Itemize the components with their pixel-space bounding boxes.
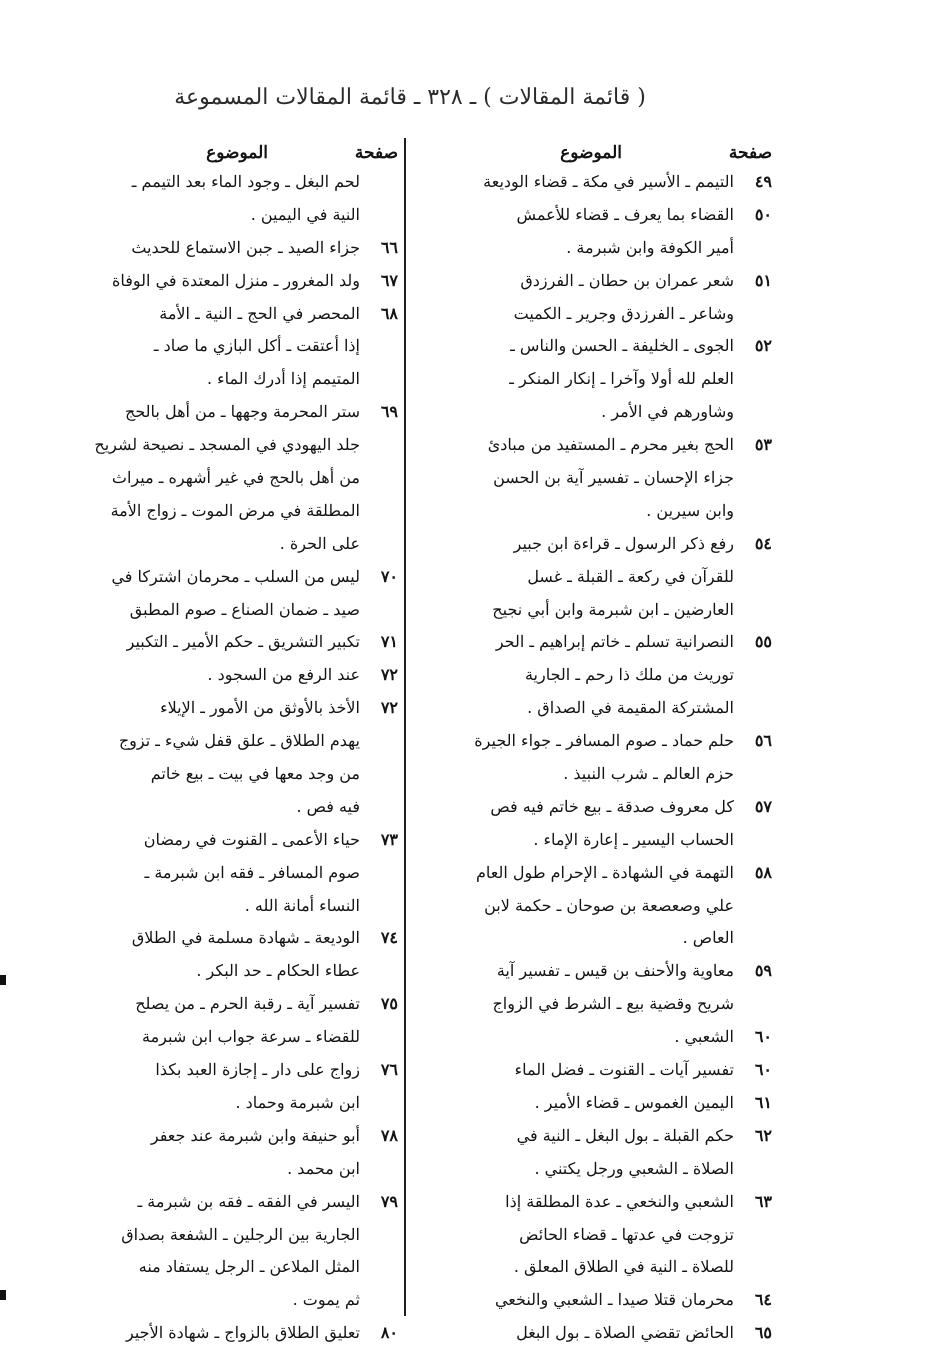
index-entry xyxy=(412,857,772,890)
running-header: ( قائمة المقالات ) ـ ٣٢٨ ـ قائمة المقالات المسموعة xyxy=(174,85,646,110)
index-entry xyxy=(412,1251,772,1284)
page-column-label: صفحة xyxy=(354,143,398,163)
entry-page-number: ٧٢ xyxy=(380,698,398,718)
entry-topic-text: المثل الملاعن ـ الرجل يستفاد منه xyxy=(138,1257,360,1277)
entry-page-number: ٥٤ xyxy=(754,533,772,553)
entry-topic-text: جزاء الصيد ـ جبن الاستماع للحديث xyxy=(131,237,360,257)
index-entry xyxy=(52,791,398,824)
entry-topic-text: المطلقة في مرض الموت ـ زواج الأمة xyxy=(110,500,360,520)
index-entry xyxy=(412,791,772,824)
index-entry xyxy=(412,758,772,791)
entry-topic-text: العلم لله أولا وآخرا ـ إنكار المنكر ـ xyxy=(509,369,734,389)
entry-topic-text: الشعبي والنخعي ـ عدة المطلقة إذا xyxy=(505,1191,734,1211)
index-entry xyxy=(412,528,772,561)
entry-page-number: ٦٠ xyxy=(754,1027,772,1047)
index-entry xyxy=(52,330,398,363)
index-entry xyxy=(412,988,772,1021)
index-entry xyxy=(412,1186,772,1219)
index-entry xyxy=(412,363,772,396)
entry-topic-text: عطاء الحكام ـ حد البكر . xyxy=(196,961,360,981)
entry-topic-text: الحائض تقضي الصلاة ـ بول البغل xyxy=(516,1323,734,1343)
entry-topic-text: تعليق الطلاق بالزواج ـ شهادة الأجير xyxy=(126,1323,360,1343)
index-entry xyxy=(52,462,398,495)
entry-topic-text: من أهل بالحج في غير أشهره ـ ميراث xyxy=(111,468,360,488)
right-column xyxy=(412,166,772,1343)
index-entry xyxy=(52,857,398,890)
index-entry xyxy=(52,626,398,659)
index-entry xyxy=(412,1120,772,1153)
entry-page-number: ٦٨ xyxy=(380,303,398,323)
entry-topic-text: أبو حنيفة وابن شبرمة عند جعفر xyxy=(150,1125,360,1145)
index-entry xyxy=(412,1021,772,1054)
index-entry xyxy=(52,1251,398,1284)
index-entry xyxy=(412,166,772,199)
entry-topic-text: للقضاء ـ سرعة جواب ابن شبرمة xyxy=(142,1027,360,1047)
entry-topic-text: رفع ذكر الرسول ـ قراءة ابن جبير xyxy=(513,533,734,553)
index-entry xyxy=(52,1120,398,1153)
index-entry xyxy=(52,265,398,298)
entry-topic-text: على الحرة . xyxy=(279,533,360,553)
index-entry xyxy=(52,758,398,791)
index-entry xyxy=(52,692,398,725)
entry-topic-text: المشتركة المقيمة في الصداق . xyxy=(527,698,734,718)
index-entry xyxy=(52,429,398,462)
entry-topic-text: تزوجت في عدتها ـ قضاء الحائض xyxy=(519,1224,734,1244)
entry-topic-text: اليمين الغموس ـ قضاء الأمير . xyxy=(534,1092,734,1112)
entry-page-number: ٥٦ xyxy=(754,731,772,751)
index-entry xyxy=(52,988,398,1021)
index-entry xyxy=(52,890,398,923)
index-entry xyxy=(52,363,398,396)
entry-topic-text: حكم القبلة ـ بول البغل ـ النية في xyxy=(516,1125,734,1145)
entry-topic-text: جلد اليهودي في المسجد ـ نصيحة لشريح xyxy=(94,435,360,455)
index-entry xyxy=(52,1087,398,1120)
entry-topic-text: العاص . xyxy=(682,928,734,948)
column-divider xyxy=(404,138,406,1316)
index-entry xyxy=(412,1087,772,1120)
entry-topic-text: الشعبي . xyxy=(674,1027,734,1047)
entry-topic-text: علي وصعصعة بن صوحان ـ حكمة لابن xyxy=(484,895,734,915)
index-entry xyxy=(412,890,772,923)
right-column-header xyxy=(412,140,772,166)
entry-topic-text: صوم المسافر ـ فقه ابن شبرمة ـ xyxy=(144,862,360,882)
entry-topic-text: حياء الأعمى ـ القنوت في رمضان xyxy=(143,829,360,849)
entry-topic-text: شريح وقضية بيع ـ الشرط في الزواج xyxy=(492,994,734,1014)
index-entry xyxy=(52,594,398,627)
index-entry xyxy=(412,1054,772,1087)
entry-page-number: ٥٢ xyxy=(754,336,772,356)
index-entry xyxy=(52,166,398,199)
entry-topic-text: القضاء بما يعرف ـ قضاء للأعمش xyxy=(516,204,734,224)
entry-page-number: ٧٩ xyxy=(380,1191,398,1211)
index-entry xyxy=(52,199,398,232)
entry-topic-text: التيمم ـ الأسير في مكة ـ قضاء الوديعة xyxy=(483,172,734,191)
entry-topic-text: حزم العالم ـ شرب النبيذ . xyxy=(563,764,734,784)
left-column xyxy=(52,166,398,1343)
index-entry xyxy=(52,528,398,561)
index-entry xyxy=(412,265,772,298)
index-entry xyxy=(412,1284,772,1317)
index-entry xyxy=(52,1219,398,1252)
entry-topic-text: يهدم الطلاق ـ علق قفل شيء ـ تزوج xyxy=(118,731,360,751)
entry-page-number: ٦٦ xyxy=(380,237,398,257)
index-entry xyxy=(52,396,398,429)
scan-edge-mark xyxy=(0,975,6,985)
entry-topic-text: فيه فص . xyxy=(296,796,360,816)
page-column-label: صفحة xyxy=(728,143,772,163)
index-entry xyxy=(52,298,398,331)
entry-topic-text: جزاء الإحسان ـ تفسير آية بن الحسن xyxy=(493,468,734,488)
entry-topic-text: وشاعر ـ الفرزدق وجرير ـ الكميت xyxy=(513,303,734,323)
entry-topic-text: عند الرفع من السجود . xyxy=(207,665,360,685)
entry-page-number: ٥١ xyxy=(754,270,772,290)
index-entry xyxy=(412,824,772,857)
entry-page-number: ٦٥ xyxy=(754,1323,772,1343)
topic-column-label: الموضوع xyxy=(206,143,268,163)
index-entry xyxy=(52,1317,398,1350)
index-entry xyxy=(52,561,398,594)
left-column-header xyxy=(52,140,398,166)
entry-topic-text: تفسير آية ـ رقبة الحرم ـ من يصلح xyxy=(135,994,360,1014)
entry-topic-text: من وجد معها في بيت ـ بيع خاتم xyxy=(150,764,360,784)
entry-page-number: ٥٧ xyxy=(754,796,772,816)
index-entry xyxy=(52,659,398,692)
index-entry xyxy=(412,298,772,331)
index-entry xyxy=(412,561,772,594)
entry-topic-text: أمير الكوفة وابن شبرمة . xyxy=(566,237,734,257)
entry-topic-text: النية في اليمين . xyxy=(250,204,360,224)
entry-page-number: ٧٢ xyxy=(380,665,398,685)
entry-page-number: ٧٦ xyxy=(380,1060,398,1080)
entry-topic-text: للصلاة ـ النية في الطلاق المعلق . xyxy=(513,1257,734,1277)
index-entry xyxy=(412,1219,772,1252)
entry-topic-text: الحج بغير محرم ـ المستفيد من مبادئ xyxy=(487,435,734,455)
entry-page-number: ٦١ xyxy=(754,1092,772,1112)
entry-topic-text: زواج على دار ـ إجازة العبد بكذا xyxy=(155,1060,360,1080)
entry-page-number: ٦٧ xyxy=(380,270,398,290)
index-entry xyxy=(52,955,398,988)
entry-page-number: ٦٩ xyxy=(380,402,398,422)
entry-page-number: ٥٩ xyxy=(754,961,772,981)
index-entry xyxy=(412,955,772,988)
entry-topic-text: التهمة في الشهادة ـ الإحرام طول العام xyxy=(476,862,734,882)
index-entry xyxy=(412,396,772,429)
entry-topic-text: المتيمم إذا أدرك الماء . xyxy=(206,369,360,389)
index-entry xyxy=(52,1153,398,1186)
index-entry xyxy=(52,1186,398,1219)
entry-topic-text: محرمان قتلا صيدا ـ الشعبي والنخعي xyxy=(494,1290,734,1310)
entry-topic-text: العارضين ـ ابن شبرمة وابن أبي نجيح xyxy=(492,599,734,619)
topic-column-label: الموضوع xyxy=(560,143,622,163)
entry-topic-text: صيد ـ ضمان الصناع ـ صوم المطبق xyxy=(129,599,360,619)
entry-page-number: ٦٣ xyxy=(754,1191,772,1211)
entry-topic-text: ليس من السلب ـ محرمان اشتركا في xyxy=(111,566,360,586)
entry-page-number: ٧٨ xyxy=(380,1125,398,1145)
index-entry xyxy=(52,232,398,265)
index-entry xyxy=(412,922,772,955)
entry-topic-text: النصرانية تسلم ـ خاتم إبراهيم ـ الحر xyxy=(495,632,734,652)
index-entry xyxy=(412,330,772,363)
index-entry xyxy=(412,626,772,659)
index-entry xyxy=(52,1284,398,1317)
entry-topic-text: ستر المحرمة وجهها ـ من أهل بالحج xyxy=(125,402,360,422)
entry-topic-text: كل معروف صدقة ـ بيع خاتم فيه فص xyxy=(490,796,734,816)
entry-topic-text: تكبير التشريق ـ حكم الأمير ـ التكبير xyxy=(126,632,360,652)
entry-topic-text: حلم حماد ـ صوم المسافر ـ جواء الجيرة xyxy=(474,731,734,751)
entry-topic-text: وشاورهم في الأمر . xyxy=(601,402,734,422)
entry-page-number: ٧٣ xyxy=(380,829,398,849)
entry-topic-text: ثم يموت . xyxy=(292,1290,360,1310)
index-entry xyxy=(52,495,398,528)
entry-page-number: ٧١ xyxy=(380,632,398,652)
index-entry xyxy=(412,429,772,462)
index-entry xyxy=(412,1153,772,1186)
index-entry xyxy=(412,594,772,627)
entry-topic-text: معاوية والأحنف بن قيس ـ تفسير آية xyxy=(496,961,734,981)
index-entry xyxy=(412,199,772,232)
entry-page-number: ٥٠ xyxy=(754,204,772,224)
index-entry xyxy=(412,692,772,725)
index-entry xyxy=(52,725,398,758)
entry-topic-text: وابن سيرين . xyxy=(646,500,734,520)
entry-topic-text: المحصر في الحج ـ النية ـ الأمة xyxy=(159,303,360,323)
entry-page-number: ٧٠ xyxy=(380,566,398,586)
entry-topic-text: الوديعة ـ شهادة مسلمة في الطلاق xyxy=(131,928,360,948)
entry-topic-text: ابن شبرمة وحماد . xyxy=(235,1092,360,1112)
entry-topic-text: إذا أعتقت ـ أكل البازي ما صاد ـ xyxy=(153,336,360,356)
entry-topic-text: النساء أمانة الله . xyxy=(244,895,360,915)
entry-page-number: ٨٠ xyxy=(380,1323,398,1343)
index-entry xyxy=(412,462,772,495)
entry-page-number: ٦٤ xyxy=(754,1290,772,1310)
entry-topic-text: تفسير آيات ـ القنوت ـ فضل الماء xyxy=(514,1060,734,1080)
entry-page-number: ٧٤ xyxy=(380,928,398,948)
index-entry xyxy=(52,1021,398,1054)
entry-topic-text: اليسر في الفقه ـ فقه بن شبرمة ـ xyxy=(137,1191,360,1211)
index-entry xyxy=(412,659,772,692)
index-entry xyxy=(412,725,772,758)
entry-page-number: ٦٢ xyxy=(754,1125,772,1145)
index-entry xyxy=(52,1054,398,1087)
index-entry xyxy=(412,495,772,528)
entry-topic-text: للقرآن في ركعة ـ القبلة ـ غسل xyxy=(527,566,734,586)
index-entry xyxy=(412,232,772,265)
entry-topic-text: الأخذ بالأوثق من الأمور ـ الإيلاء xyxy=(160,698,360,718)
entry-topic-text: الجوى ـ الخليفة ـ الحسن والناس ـ xyxy=(510,336,734,356)
entry-topic-text: الحساب اليسير ـ إعارة الإماء . xyxy=(533,829,734,849)
entry-topic-text: شعر عمران بن حطان ـ الفرزدق xyxy=(520,270,734,290)
index-entry xyxy=(52,824,398,857)
entry-page-number: ٥٥ xyxy=(754,632,772,652)
entry-topic-text: ابن محمد . xyxy=(287,1158,360,1178)
entry-topic-text: ولد المغرور ـ منزل المعتدة في الوفاة xyxy=(112,270,360,290)
entry-topic-text: لحم البغل ـ وجود الماء بعد التيمم ـ xyxy=(131,172,360,191)
entry-page-number: ٧٥ xyxy=(380,994,398,1014)
entry-page-number: ٤٩ xyxy=(754,172,772,191)
entry-topic-text: توريث من ملك ذا رحم ـ الجارية xyxy=(524,665,734,685)
entry-topic-text: الصلاة ـ الشعبي ورجل يكتني . xyxy=(534,1158,734,1178)
scan-edge-mark xyxy=(0,1290,6,1300)
entry-topic-text: الجارية بين الرجلين ـ الشفعة بصداق xyxy=(121,1224,360,1244)
entry-page-number: ٥٨ xyxy=(754,862,772,882)
index-entry xyxy=(412,1317,772,1350)
entry-page-number: ٦٠ xyxy=(754,1060,772,1080)
entry-page-number: ٥٣ xyxy=(754,435,772,455)
index-entry xyxy=(52,922,398,955)
